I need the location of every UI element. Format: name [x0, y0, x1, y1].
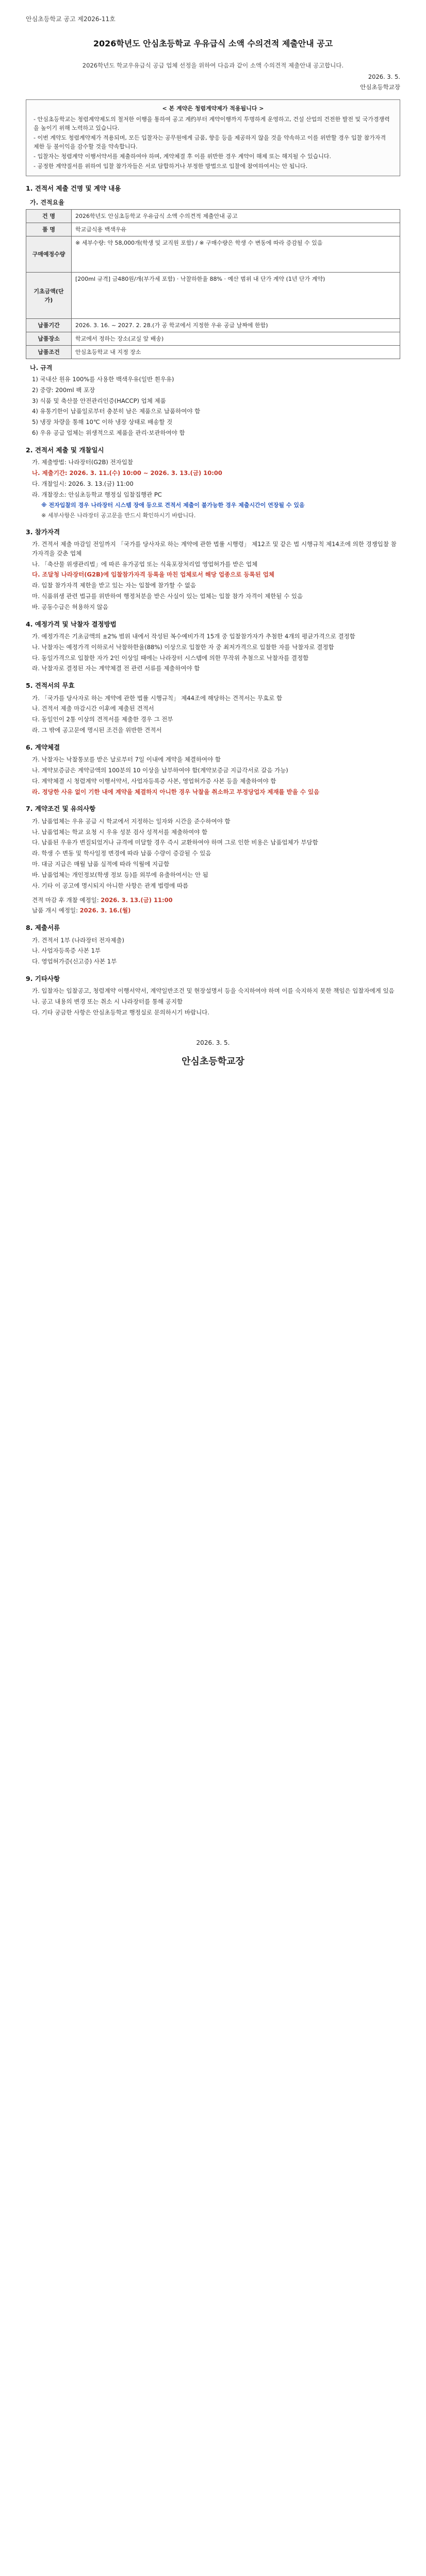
schedule-label: 납품 개시 예정일:	[32, 907, 78, 914]
list-item: 2) 중량: 200ml 팩 포장	[32, 386, 95, 394]
table-row	[26, 210, 400, 223]
subsection-title: 가. 견적요율	[30, 198, 64, 206]
list-item: 라. 학생 수 변동 및 학사일정 변경에 따라 납품 수량이 증감될 수 있음	[32, 850, 211, 857]
table-value: 2026. 3. 16. ~ 2027. 2. 28.(가 공 학교에서 지정한 우유 공급 날짜에 한함)	[72, 319, 400, 332]
table-key: 구매예정수량	[26, 236, 72, 273]
table-key: 납품조건	[26, 346, 72, 359]
list-item: 가. 낙찰자는 낙찰통보를 받은 날로부터 7일 이내에 계약을 체결하여야 함	[32, 756, 221, 764]
list-item: 가. 제출방법: 나라장터(G2B) 전자입찰	[32, 459, 134, 466]
note-item: ※ 세부사항은 나라장터 공고문을 반드시 확인하시기 바랍니다.	[41, 512, 196, 519]
list-item-highlight: 나. 제출기간: 2026. 3. 11.(수) 10:00 ~ 2026. 3. 13.(금) 10:00	[32, 469, 222, 477]
section-title: 2. 견적서 제출 및 개찰일시	[26, 446, 104, 454]
list-item: 가. 납품업체는 우유 공급 시 학교에서 지정하는 일자와 시간을 준수하여야 함	[32, 817, 231, 825]
schedule-date: 2026. 3. 13.(금) 11:00	[101, 896, 173, 904]
table-key: 납품장소	[26, 332, 72, 346]
list-item-highlight: 라. 정당한 사유 없이 기한 내에 계약을 체결하지 아니한 경우 낙찰을 취소하고 부정당업자 제재를 받을 수 있음	[32, 788, 320, 795]
list-item: 나. 낙찰자는 예정가격 이하로서 낙찰하한율(88%) 이상으로 입찰한 자 중 최저가격으로 입찰한 자를 낙찰자로 결정함	[32, 643, 334, 651]
table-key: 납품기간	[26, 319, 72, 332]
intro-text: 2026학년도 학교우유급식 공급 업체 선정을 위하여 다음과 같이 소액 수의견적 제출안내 공고합니다.	[82, 62, 344, 70]
table-value: 2026학년도 안심초등학교 우유급식 소액 수의견적 제출안내 공고	[72, 210, 400, 223]
list-item: 3) 식품 및 축산물 안전관리인증(HACCP) 업체 제품	[32, 397, 166, 404]
table-row	[26, 223, 400, 236]
subsection-title: 나. 규격	[30, 364, 53, 372]
list-item: 1) 국내산 원유 100%를 사용한 백색우유(일반 흰우유)	[32, 375, 174, 383]
list-item: 라. 개찰장소: 안심초등학교 행정실 입찰집행관 PC	[32, 490, 162, 498]
schedule-summary	[26, 896, 400, 916]
section-title: 4. 예정가격 및 낙찰자 결정방법	[26, 620, 117, 628]
section-title: 3. 참가자격	[26, 528, 60, 536]
list-item: 4) 유통기한이 납품일로부터 충분히 남은 제품으로 납품하여야 함	[32, 408, 201, 415]
integrity-line: - 안심초등학교는 청렴계약제도의 철저한 이행을 통하여 공고 계约부터 계약이행까지 투명하게 운영하고, 건설 산업의 건전한 발전 및 국가경쟁력을 높이기 위해 노력하고 있습니다.	[34, 115, 390, 131]
list-item: 가. 예정가격은 기초금액의 ±2% 범위 내에서 작성된 복수예비가격 15개 중 입찰참가자가 추첨한 4개의 평균가격으로 결정함	[32, 632, 355, 640]
schedule-line	[32, 896, 400, 905]
list-item: 나. 납품업체는 학교 요청 시 우유 성분 검사 성적서를 제출하여야 함	[32, 828, 208, 836]
list-item: 다. 납품된 우유가 변질되었거나 규격에 미달할 경우 즉시 교환하여야 하며 그로 인한 비용은 납품업체가 부담함	[32, 839, 318, 846]
list-item: 나. 계약보증금은 계약금액의 100분의 10 이상을 납부하여야 함(계약보증금 지급각서로 갈음 가능)	[32, 767, 288, 774]
table-key: 기초금액(단가)	[26, 273, 72, 319]
table-key: 품 명	[26, 223, 72, 236]
list-item: 마. 식품위생 관련 법규를 위반하여 행정처분을 받은 사실이 있는 업체는 입찰 참가 자격이 제한될 수 있음	[32, 592, 303, 600]
footer-date: 2026. 3. 5.	[196, 1039, 230, 1046]
integrity-line: - 공정한 계약질서를 위하여 입찰 참가자들은 서로 담합하거나 부정한 방법으로 입찰에 참여하여서는 안 됩니다.	[34, 163, 308, 170]
list-item: 다. 계약체결 시 청렴계약 이행서약서, 사업자등록증 사본, 영업허가증 사본 등을 제출하여야 함	[32, 777, 276, 785]
section-title: 8. 제출서류	[26, 924, 60, 932]
list-item: 라. 낙찰자로 결정된 자는 계약체결 전 관련 서류를 제출하여야 함	[32, 665, 200, 672]
document-title: 2026학년도 안심초등학교 우유급식 소액 수의견적 제출안내 공고	[93, 38, 333, 48]
list-item: 가. 입찰자는 입찰공고, 청렴계약 이행서약서, 계약일반조건 및 현장설명서 등을 숙지하여야 하며 이를 숙지하지 못한 책임은 입찰자에게 있음	[32, 987, 395, 995]
schedule-line	[32, 906, 400, 916]
list-item: 마. 대금 지급은 매월 납품 실적에 따라 익월에 지급함	[32, 860, 170, 868]
section-title: 1. 견적서 제출 건명 및 계약 내용	[26, 184, 121, 193]
list-item: 바. 납품업체는 개인정보(학생 정보 등)를 외부에 유출하여서는 안 됨	[32, 871, 208, 878]
list-item: 라. 그 밖에 공고문에 명시된 조건을 위반한 견적서	[32, 726, 162, 734]
table-row	[26, 346, 400, 359]
table-row	[26, 236, 400, 273]
list-item: 가. 견적서 1부 (나라장터 전자제출)	[32, 936, 124, 944]
note-item: ※ 전자입찰의 경우 나라장터 시스템 장애 등으로 견적서 제출이 불가능한 경우 제출시간이 연장될 수 있음	[41, 502, 305, 509]
integrity-line: - 이번 계약도 청렴계약제가 적용되며, 모든 입찰자는 공무원에게 금품, 향응 등을 제공하지 않을 것을 약속하고 이를 위반할 경우 입찰 참가자격 제한 등 불이익을 감수할 것을 약속합니다.	[34, 134, 386, 150]
section-title: 5. 견적서의 무효	[26, 682, 75, 690]
list-item: 다. 동일인이 2통 이상의 견적서를 제출한 경우 그 전부	[32, 716, 173, 723]
table-row	[26, 273, 400, 319]
list-item-highlight: 다. 조달청 나라장터(G2B)에 입찰참가자격 등록을 마친 업체로서 해당 업종으로 등록된 업체	[32, 571, 274, 579]
notice-number: 안심초등학교 공고 제2026-11호	[26, 15, 116, 23]
integrity-line: - 입찰자는 청렴계약 이행서약서를 제출하여야 하며, 계약체결 후 이를 위반한 경우 계약이 해제 또는 해지될 수 있습니다.	[34, 153, 331, 160]
list-item: 라. 입찰 참가자격 제한을 받고 있는 자는 입찰에 참가할 수 없음	[32, 582, 196, 589]
integrity-notice-title: < 본 계약은 청렴계약제가 적용됩니다 >	[162, 105, 264, 112]
list-item: 가. 「국가를 당사자로 하는 계약에 관한 법률 시행규칙」 제44조에 해당하는 견적서는 무효로 함	[32, 694, 283, 702]
table-value: 학교급식용 백색우유	[72, 223, 400, 236]
list-item: 나. 「축산물 위생관리법」에 따른 유가공업 또는 식육포장처리업 영업허가를 받은 업체	[32, 560, 258, 568]
section-title: 6. 계약체결	[26, 743, 60, 751]
list-item: 다. 기타 궁금한 사항은 안심초등학교 행정실로 문의하시기 바랍니다.	[32, 1008, 209, 1016]
list-item: 다. 영업허가증(신고증) 사본 1부	[32, 958, 117, 965]
table-value: 안심초등학교 내 지정 장소	[72, 346, 400, 359]
schedule-date: 2026. 3. 16.(월)	[79, 907, 131, 914]
list-item: 가. 견적서 제출 마감일 전일까지 「국가를 당사자로 하는 계약에 관한 법률 시행령」 제12조 및 같은 법 시행규칙 제14조에 의한 경쟁입찰 참가자격을 갖춘 업체	[32, 540, 397, 557]
list-item: 다. 개찰일시: 2026. 3. 13.(금) 11:00	[32, 480, 134, 487]
list-item: 6) 우유 공급 업체는 위생적으로 제품을 관리·보관하여야 함	[32, 429, 185, 437]
integrity-notice-box	[26, 99, 400, 176]
table-value: 학교에서 정하는 장소(교실 앞 배송)	[72, 332, 400, 346]
section-title: 9. 기타사항	[26, 974, 60, 982]
table-value: ※ 세부수량: 약 58,000개(학생 및 교직원 포함) / ※ 구매수량은 학생 수 변동에 따라 증감될 수 있음	[72, 236, 400, 273]
table-row	[26, 319, 400, 332]
publisher: 안심초등학교장	[360, 83, 400, 91]
table-key: 건 명	[26, 210, 72, 223]
section-title: 7. 계약조건 및 유의사항	[26, 805, 96, 813]
list-item: 나. 사업자등록증 사본 1부	[32, 947, 101, 955]
schedule-label: 견적 마감 후 개찰 예정일:	[32, 896, 99, 904]
list-item: 바. 공동수급은 허용하지 않음	[32, 603, 108, 611]
footer-org: 안심초등학교장	[182, 1056, 244, 1067]
list-item: 5) 냉장 차량을 통해 10℃ 이하 냉장 상태로 배송할 것	[32, 418, 173, 426]
list-item: 사. 기타 이 공고에 명시되지 아니한 사항은 관계 법령에 따름	[32, 882, 189, 889]
list-item: 나. 견적서 제출 마감시간 이후에 제출된 견적서	[32, 705, 154, 713]
publish-date: 2026. 3. 5.	[368, 73, 400, 81]
list-item: 나. 공고 내용의 변경 또는 취소 시 나라장터를 통해 공지함	[32, 998, 183, 1006]
contract-info-table	[26, 209, 400, 359]
list-item: 다. 동일가격으로 입찰한 자가 2인 이상일 때에는 나라장터 시스템에 의한 무작위 추첨으로 낙찰자를 결정함	[32, 654, 309, 662]
table-value: [200ml 규격] 금480원/개(부가세 포함) · 낙찰하한율 88% · 예산 범위 내 단가 계약 (1년 단가 계약)	[72, 273, 400, 319]
table-row	[26, 332, 400, 346]
